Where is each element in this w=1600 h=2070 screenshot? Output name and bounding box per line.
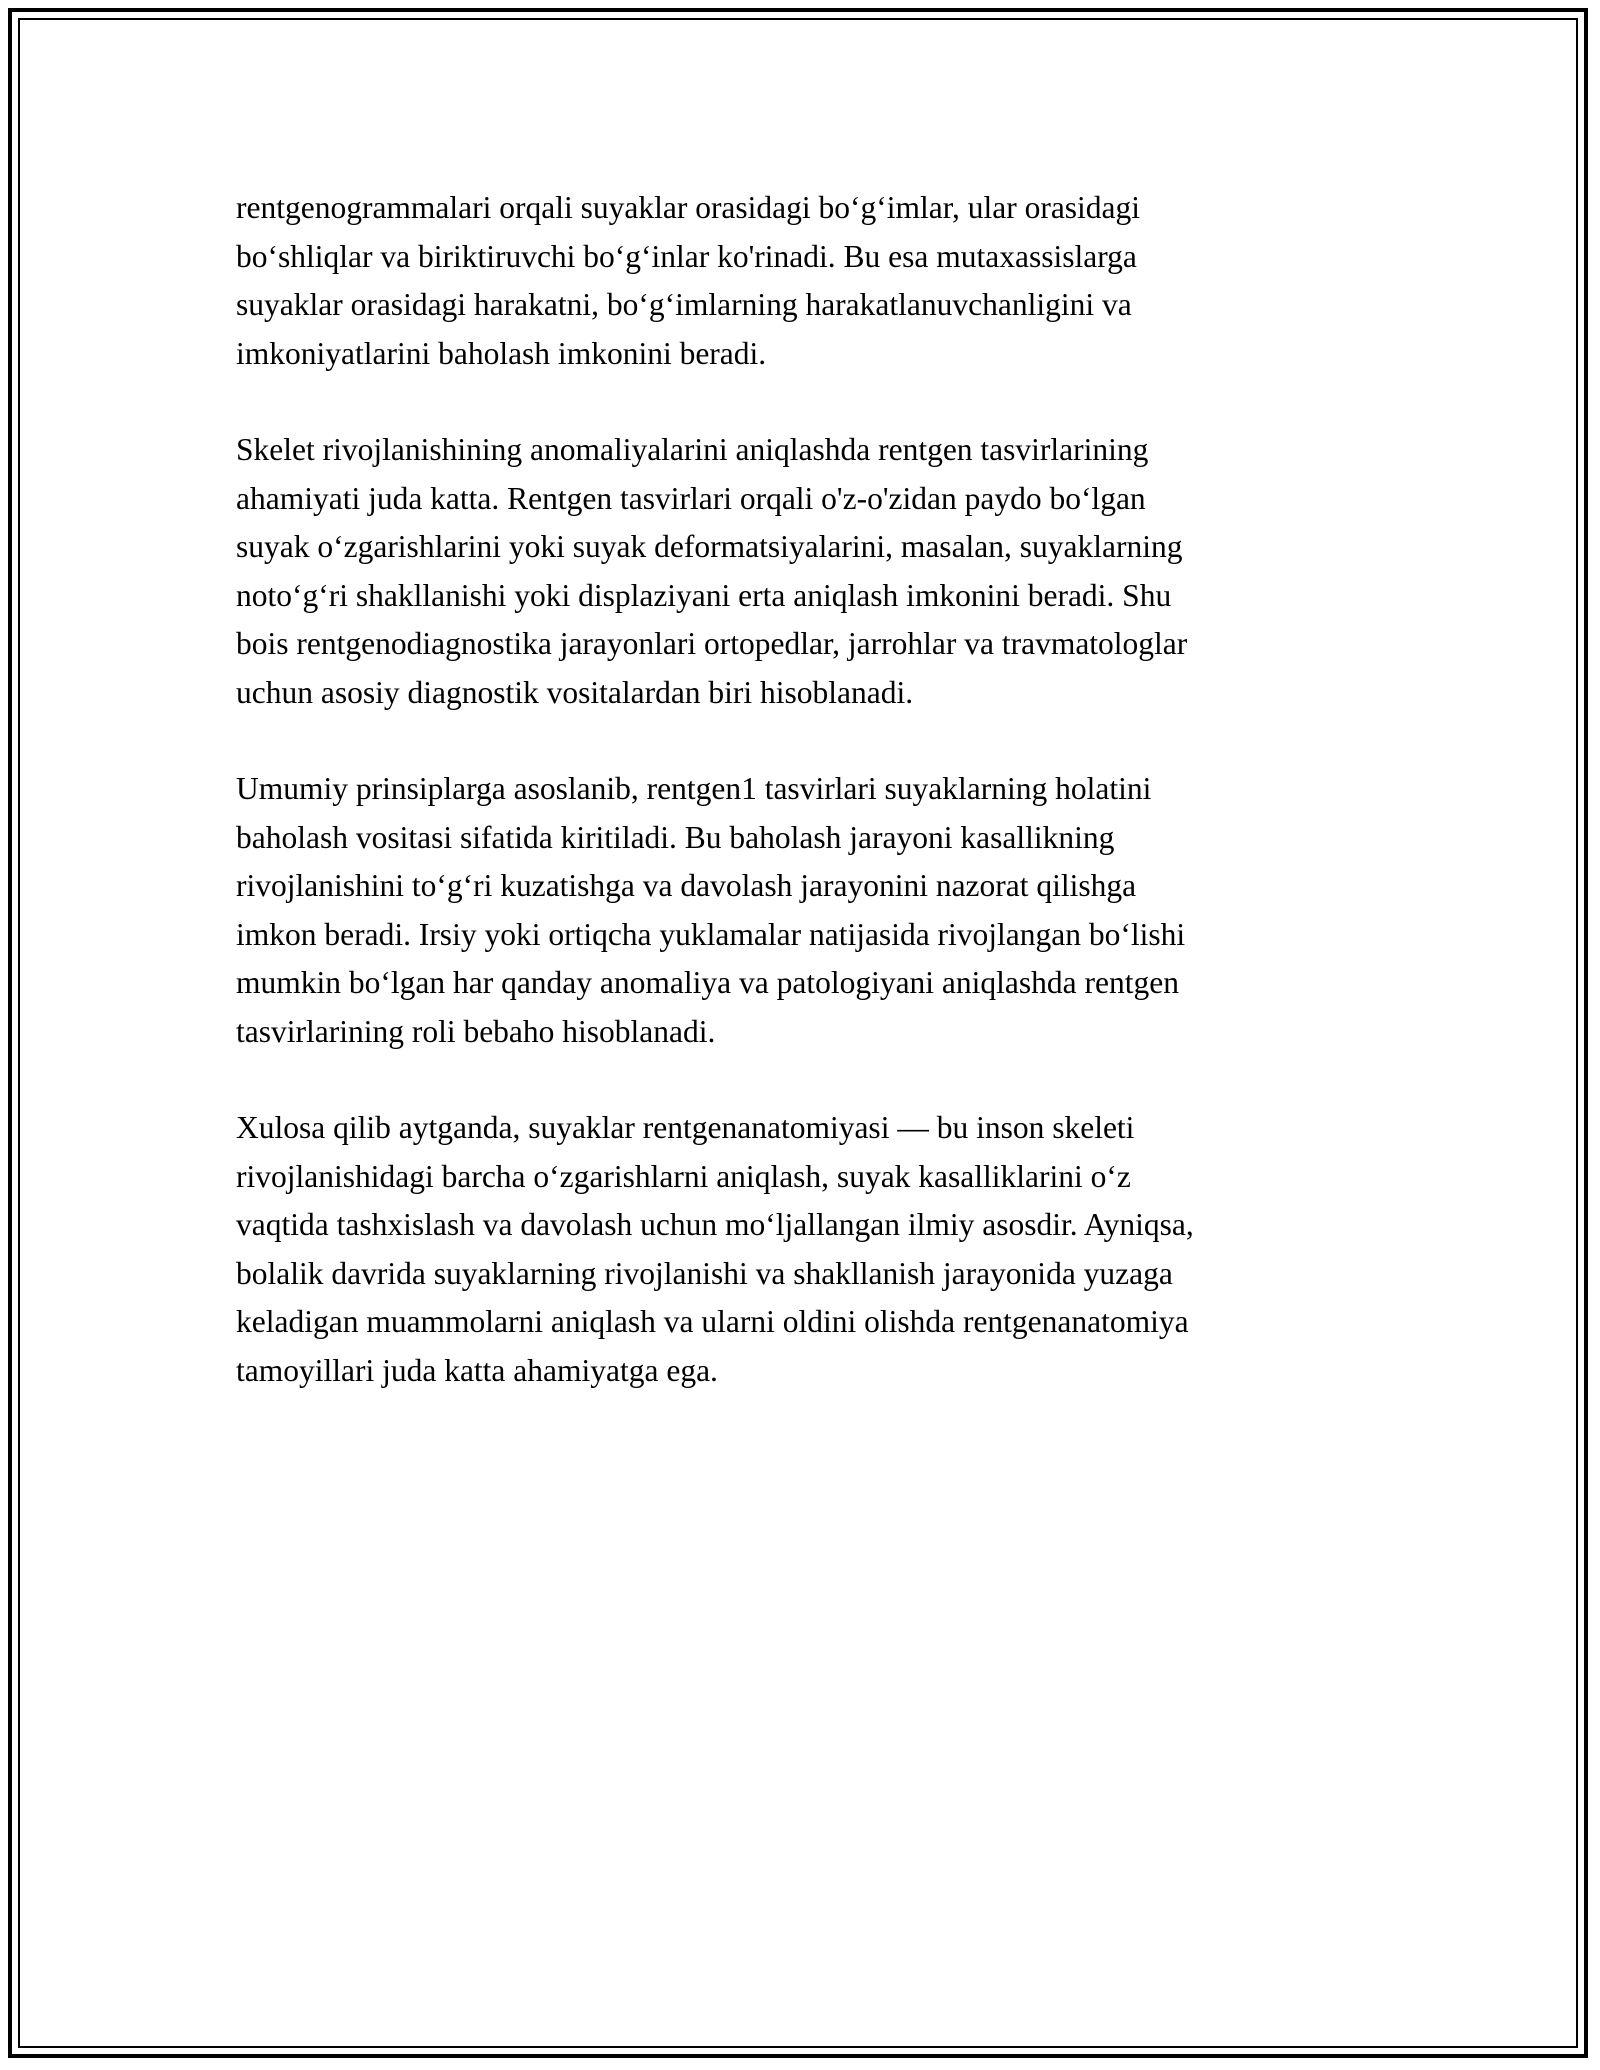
paragraph-3: Umumiy prinsiplarga asoslanib, rentgen1 tasvirlari suyaklarning holatini baholash vositasi sifatida kiritiladi. Bu baholash jarayoni kasallikning rivojlanishini to‘g‘ri kuzatishga va davolash jarayonini nazorat qilishga imkon beradi. Irsiy yoki ortiqcha yuklamalar natijasida rivojlangan bo‘lishi mumkin bo‘lgan har qanday anomaliya va patologiyani aniqlashda rentgen tasvirlarining roli bebaho hisoblanadi. bbox=[236, 771, 1186, 1049]
paragraph-2: Skelet rivojlanishining anomaliyalarini aniqlashda rentgen tasvirlarining ahamiyati juda katta. Rentgen tasvirlari orqali o'z-o'zidan paydo bo‘lgan suyak o‘zgarishlarini yoki suyak deformatsiyalarini, masalan, suyaklarning noto‘g‘ri shakllanishi yoki displaziyani erta aniqlash imkonini beradi. Shu bois rentgenodiagnostika jarayonlari ortopedlar, jarrohlar va travmatologlar uchun asosiy diagnostik vositalardan biri hisoblanadi. bbox=[236, 432, 1188, 710]
paragraph-1: rentgenogrammalari orqali suyaklar orasidagi bo‘g‘imlar, ular orasidagi bo‘shliqlar va biriktiruvchi bo‘g‘inlar ko'rinadi. Bu esa mutaxassislarga suyaklar orasidagi harakatni, bo‘g‘imlarning harakatlanuvchanligini va imkoniyatlarini baholash imkonini beradi. bbox=[236, 190, 1141, 371]
paragraph-4: Xulosa qilib aytganda, suyaklar rentgenanatomiyasi — bu inson skeleti rivojlanishidagi barcha o‘zgarishlarni aniqlash, suyak kasalliklarini o‘z vaqtida tashxislash va davolash uchun mo‘ljallangan ilmiy asosdir. Ayniqsa, bolalik davrida suyaklarning rivojlanishi va shakllanish jarayonida yuzaga keladigan muammolarni aniqlash va ularni oldini olishda rentgenanatomiya tamoyillari juda katta ahamiyatga ega. bbox=[236, 1110, 1194, 1388]
document-body bbox=[236, 184, 1376, 1443]
